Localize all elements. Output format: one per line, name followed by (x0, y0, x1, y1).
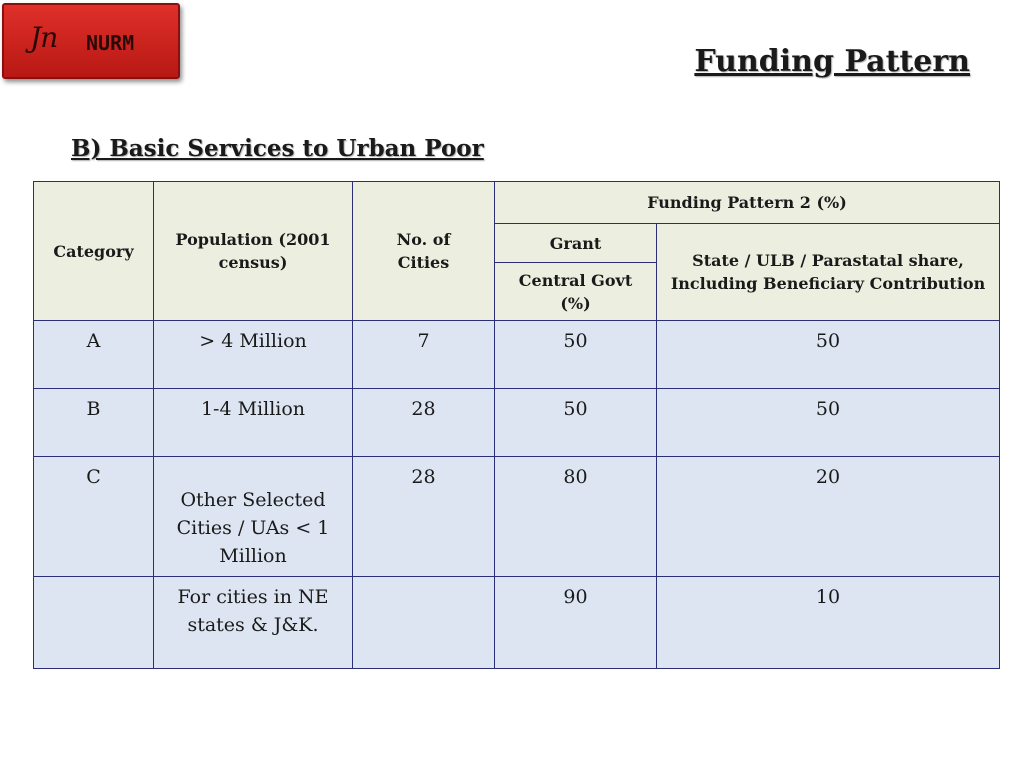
cell-no-of-cities: 7 (353, 321, 495, 389)
table-row (34, 321, 1000, 389)
cell-category: A (34, 321, 154, 389)
cell-population: Other Selected Cities / UAs < 1 Million (154, 457, 353, 577)
cell-central-govt: 50 (495, 321, 657, 389)
cell-central-govt: 90 (495, 577, 657, 669)
header-state-share: State / ULB / Parastatal share, Including Beneficiary Contribution (657, 224, 1000, 321)
header-funding-pattern: Funding Pattern 2 (%) (495, 182, 1000, 224)
cell-central-govt: 80 (495, 457, 657, 577)
cell-population: > 4 Million (154, 321, 353, 389)
jnnurm-logo (2, 3, 180, 79)
cell-state-share: 10 (657, 577, 1000, 669)
funding-table (33, 181, 1000, 669)
header-category: Category (34, 182, 154, 321)
page-title: Funding Pattern (694, 44, 970, 79)
cell-category (34, 577, 154, 669)
cell-state-share: 50 (657, 389, 1000, 457)
cell-no-of-cities (353, 577, 495, 669)
cell-no-of-cities: 28 (353, 457, 495, 577)
table-row (34, 457, 1000, 577)
table-row (34, 577, 1000, 669)
cell-category: C (34, 457, 154, 577)
cell-population: 1-4 Million (154, 389, 353, 457)
cell-central-govt: 50 (495, 389, 657, 457)
cell-state-share: 20 (657, 457, 1000, 577)
cell-category: B (34, 389, 154, 457)
cell-population: For cities in NE states & J&K. (154, 577, 353, 669)
logo-bold-text: NURM (86, 31, 135, 55)
cell-no-of-cities: 28 (353, 389, 495, 457)
section-subtitle: B) Basic Services to Urban Poor (71, 135, 484, 162)
logo-script-text: Jn (30, 21, 58, 54)
header-grant: Grant (495, 224, 657, 263)
header-central-govt: Central Govt (%) (495, 263, 657, 321)
header-no-of-cities: No. of Cities (353, 182, 495, 321)
header-population: Population (2001 census) (154, 182, 353, 321)
cell-state-share: 50 (657, 321, 1000, 389)
table-row (34, 389, 1000, 457)
